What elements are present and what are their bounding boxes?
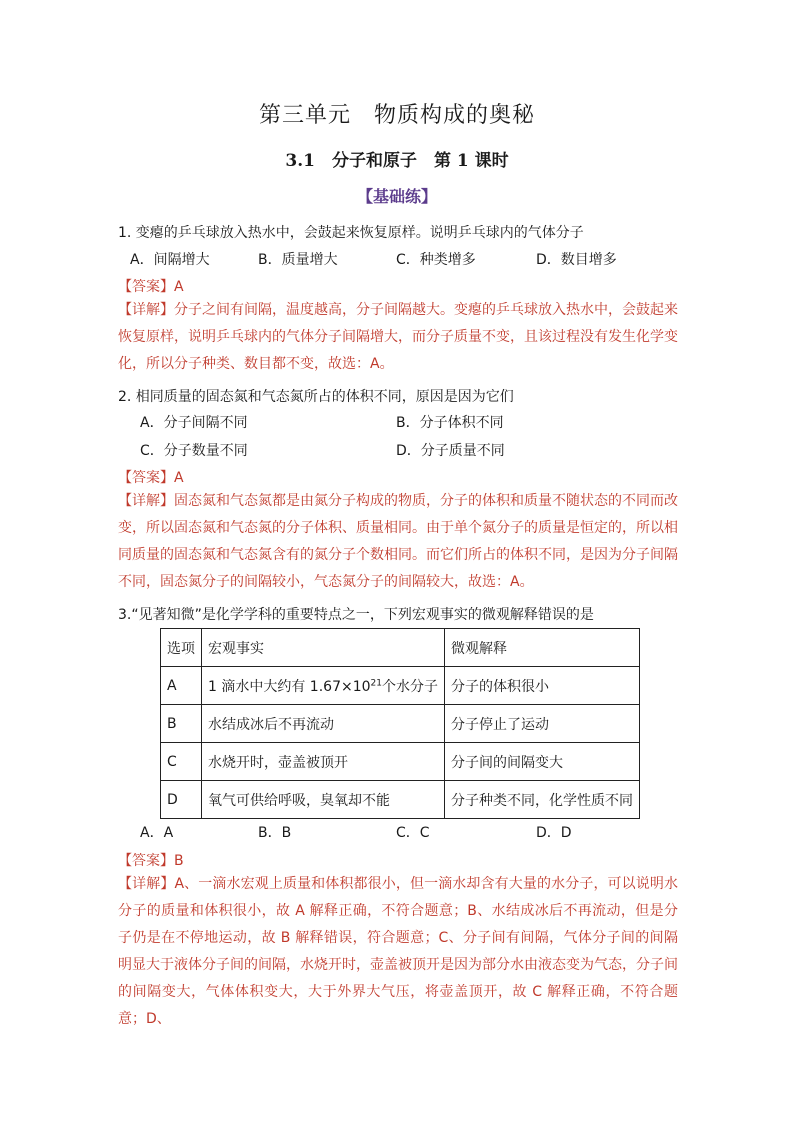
q3-option-d: D．D bbox=[536, 825, 572, 841]
answer-value: A bbox=[174, 470, 184, 486]
table-cell-option: A bbox=[161, 667, 202, 705]
answer-value: B bbox=[174, 853, 184, 869]
table-header-cell: 选项 bbox=[161, 629, 202, 667]
q2-option-a: A．分子间隔不同 bbox=[140, 415, 248, 431]
answer-label: 【答案】 bbox=[118, 853, 174, 869]
explanation-label: 【详解】 bbox=[118, 302, 174, 318]
table-row bbox=[161, 705, 640, 743]
q3-stem: 3.“见著知微”是化学学科的重要特点之一，下列宏观事实的微观解释错误的是 bbox=[118, 607, 594, 623]
q1-option-a: A．间隔增大 bbox=[130, 252, 210, 268]
table-cell-explanation: 分子的体积很小 bbox=[444, 667, 639, 705]
fact-text-tail: 个水分子 bbox=[381, 678, 438, 695]
table-cell-explanation: 分子停止了运动 bbox=[444, 705, 639, 743]
answer-label: 【答案】 bbox=[118, 279, 174, 295]
table-header-cell: 微观解释 bbox=[444, 629, 639, 667]
table-cell-explanation: 分子间的间隔变大 bbox=[444, 743, 639, 781]
q1-option-b: B．质量增大 bbox=[258, 252, 338, 268]
lesson-title: 3.1 分子和原子 第 1 课时 bbox=[285, 151, 509, 171]
q2-option-b: B．分子体积不同 bbox=[396, 415, 504, 431]
fact-text: 1 滴水中大约有 1.67×10 bbox=[208, 678, 371, 695]
q2-stem: 2. 相同质量的固态氮和气态氮所占的体积不同，原因是因为它们 bbox=[118, 389, 514, 405]
table-cell-fact: 氧气可供给呼吸，臭氧却不能 bbox=[202, 781, 445, 819]
table-cell-fact: 水结成冰后不再流动 bbox=[202, 705, 445, 743]
answer-label: 【答案】 bbox=[118, 470, 174, 486]
q1-explanation bbox=[118, 297, 678, 378]
q3-option-b: B．B bbox=[258, 825, 292, 841]
explanation-text: A、一滴水宏观上质量和体积都很小，但一滴水却含有大量的水分子，可以说明水分子的质量和体积很小，故 A 解释正确，不符合题意；B、水结成冰后不再流动，但是分子仍是在不停地运动，故 B 解释错误，符合题意；C、分子间有间隔，气体分子间的间隔明显大于液体分子间的间隔，水烧开时，壶盖被顶开是因为部分水由液态变为气态，分子间的间隔变大，气体体积变大，大于外界大气压，将壶盖顶开，故 C 解释正确，不符合题意；D、 bbox=[118, 876, 679, 1027]
answer-value: A bbox=[174, 279, 184, 295]
q2-option-d: D．分子质量不同 bbox=[396, 443, 505, 459]
q3-option-c: C．C bbox=[396, 825, 430, 841]
q2-explanation bbox=[118, 488, 678, 596]
explanation-label: 【详解】 bbox=[118, 876, 175, 892]
q3-answer bbox=[118, 850, 184, 870]
explanation-label: 【详解】 bbox=[118, 493, 174, 509]
table-cell-option: D bbox=[161, 781, 202, 819]
q3-table bbox=[160, 628, 640, 819]
table-header-cell: 宏观事实 bbox=[202, 629, 445, 667]
q1-option-d: D．数目增多 bbox=[536, 252, 617, 268]
table-cell-option: C bbox=[161, 743, 202, 781]
q1-option-c: C．种类增多 bbox=[396, 252, 476, 268]
q1-stem: 1. 变瘪的乒乓球放入热水中，会鼓起来恢复原样。说明乒乓球内的气体分子 bbox=[118, 225, 584, 241]
table-row bbox=[161, 667, 640, 705]
explanation-text: 分子之间有间隔，温度越高，分子间隔越大。变瘪的乒乓球放入热水中，会鼓起来恢复原样，说明乒乓球内的气体分子间隔增大，而分子质量不变，且该过程没有发生化学变化，所以分子种类、数目都不变，故选：A。 bbox=[118, 302, 678, 372]
fact-exponent: 21 bbox=[370, 677, 382, 688]
q1-answer bbox=[118, 276, 184, 296]
table-row bbox=[161, 781, 640, 819]
q3-option-a: A．A bbox=[140, 825, 174, 841]
table-cell-explanation: 分子种类不同，化学性质不同 bbox=[444, 781, 639, 819]
table-cell-fact: 水烧开时，壶盖被顶开 bbox=[202, 743, 445, 781]
unit-title: 第三单元 物质构成的奥秘 bbox=[258, 103, 535, 128]
q2-option-c: C．分子数量不同 bbox=[140, 443, 248, 459]
explanation-text: 固态氮和气态氮都是由氮分子构成的物质，分子的体积和质量不随状态的不同而改变，所以固态氮和气态氮的分子体积、质量相同。由于单个氮分子的质量是恒定的，所以相同质量的固态氮和气态氮含有的氮分子个数相同。而它们所占的体积不同，是因为分子间隔不同，固态氮分子的间隔较小，气态氮分子的间隔较大，故选：A。 bbox=[118, 493, 678, 590]
table-cell-fact bbox=[202, 667, 445, 705]
section-title: 【基础练】 bbox=[356, 187, 437, 206]
q2-answer bbox=[118, 467, 184, 487]
table-header-row bbox=[161, 629, 640, 667]
table-cell-option: B bbox=[161, 705, 202, 743]
table-row bbox=[161, 743, 640, 781]
q3-explanation bbox=[118, 871, 678, 1033]
